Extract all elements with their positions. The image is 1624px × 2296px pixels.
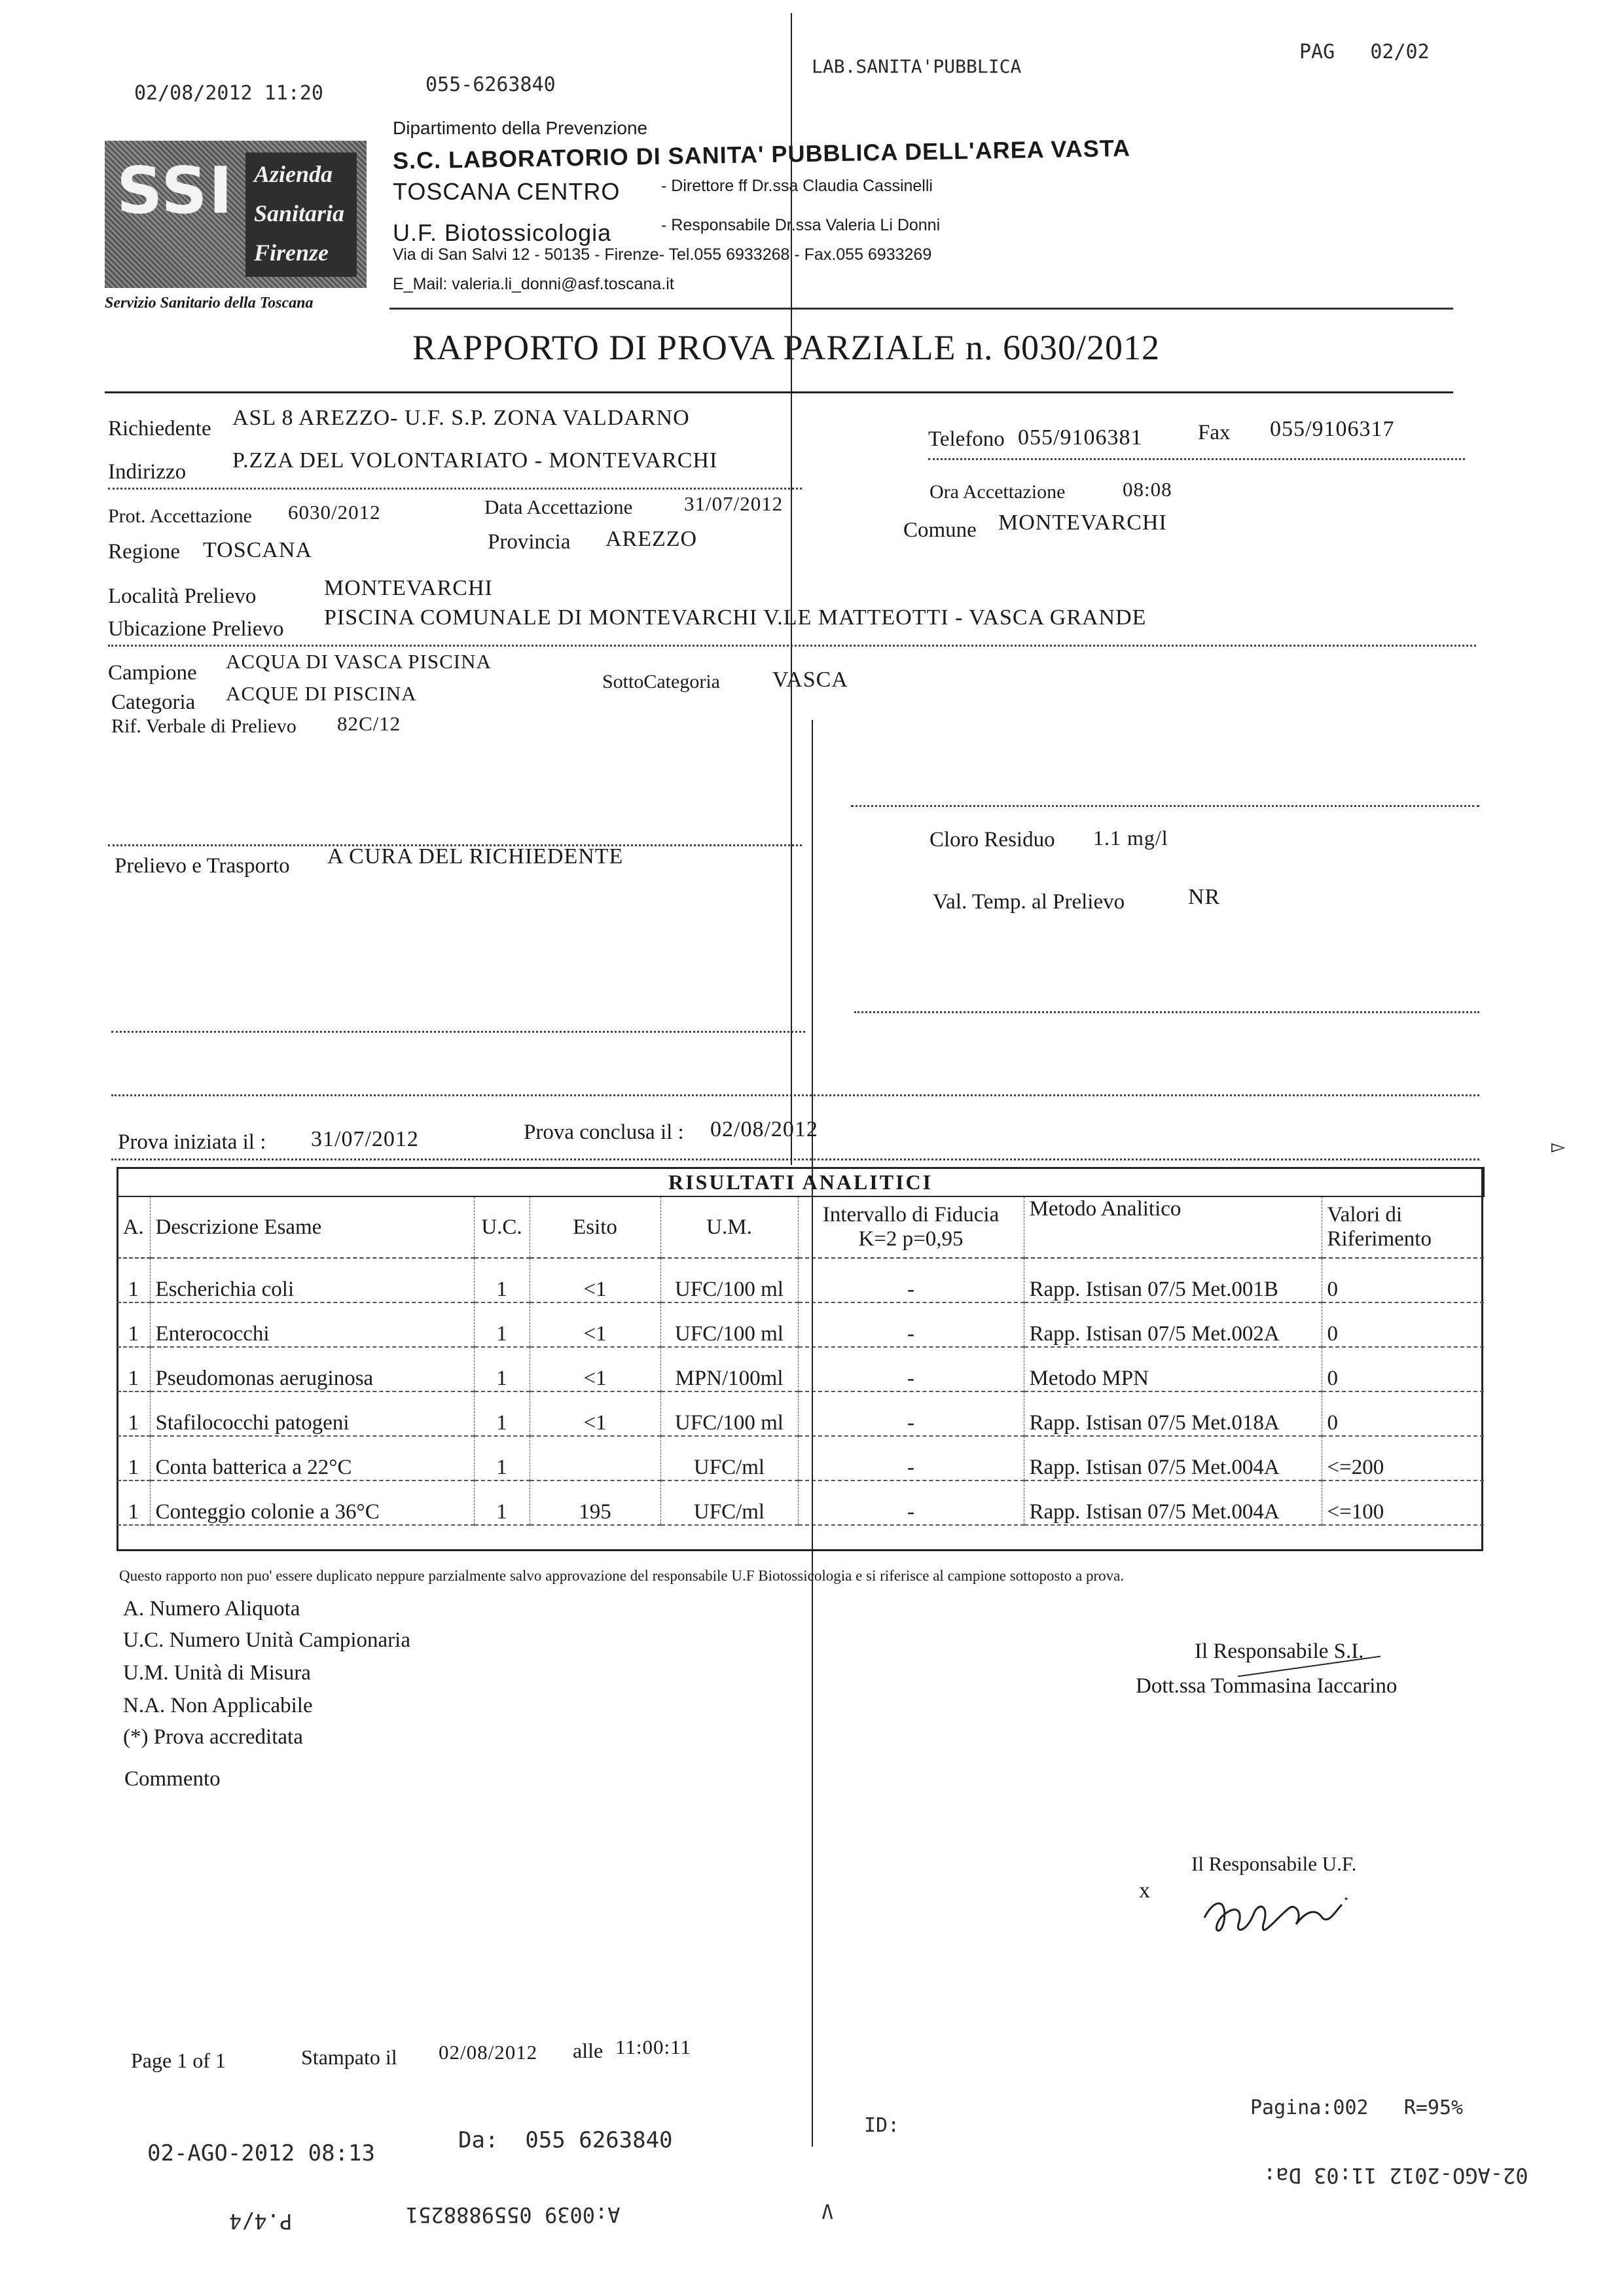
col-descrizione: Descrizione Esame bbox=[150, 1196, 474, 1258]
row-esito: <1 bbox=[530, 1391, 660, 1436]
localita-value: MONTEVARCHI bbox=[324, 576, 493, 600]
trasporto-label: Prelievo e Trasporto bbox=[115, 854, 290, 878]
row-aliquota: 1 bbox=[117, 1347, 150, 1391]
row-uc: 1 bbox=[474, 1391, 530, 1436]
telefono-dots bbox=[928, 458, 1465, 460]
temp-value: NR bbox=[1188, 885, 1221, 909]
row-aliquota: 1 bbox=[117, 1302, 150, 1347]
ubicazione-dots bbox=[108, 645, 1476, 647]
col-uc: U.C. bbox=[474, 1196, 530, 1258]
row-metodo: Rapp. Istisan 07/5 Met.002A bbox=[1024, 1302, 1322, 1347]
prova-conclusa-label: Prova conclusa il : bbox=[524, 1121, 684, 1144]
campione-value: ACQUA DI VASCA PISCINA bbox=[226, 650, 492, 673]
row-metodo: Metodo MPN bbox=[1024, 1347, 1322, 1391]
prova-iniziata-value: 31/07/2012 bbox=[311, 1127, 419, 1151]
fax-upside-date: 02-AGO-2012 11:03 Da: bbox=[1263, 2163, 1528, 2188]
indirizzo-value: P.ZZA DEL VOLONTARIATO - MONTEVARCHI bbox=[232, 448, 718, 473]
row-aliquota: 1 bbox=[117, 1391, 150, 1436]
sottocategoria-label: SottoCategoria bbox=[602, 671, 720, 692]
regione-value: TOSCANA bbox=[203, 538, 312, 562]
header-address: Via di San Salvi 12 - 50135 - Firenze- Tel.055 6933268 - Fax.055 6933269 bbox=[393, 245, 932, 264]
temp-label: Val. Temp. al Prelievo bbox=[933, 890, 1125, 914]
row-esito: <1 bbox=[530, 1302, 660, 1347]
header-dept: Dipartimento della Prevenzione bbox=[393, 118, 648, 138]
telefono-label: Telefono bbox=[928, 427, 1005, 451]
row-esito: <1 bbox=[530, 1347, 660, 1391]
regione-label: Regione bbox=[108, 540, 180, 564]
prova-dots bbox=[111, 1158, 1479, 1160]
results-table bbox=[117, 1167, 1485, 1526]
row-uc: 1 bbox=[474, 1302, 530, 1347]
cloro-value: 1.1 mg/l bbox=[1093, 826, 1168, 850]
row-esito: <1 bbox=[530, 1258, 660, 1302]
row-intervallo: - bbox=[798, 1302, 1024, 1347]
data-accettazione-label: Data Accettazione bbox=[484, 495, 633, 518]
logo-caption: Servizio Sanitario della Toscana bbox=[105, 295, 314, 312]
col-metodo: Metodo Analitico bbox=[1024, 1196, 1322, 1258]
fax-bottom-from: Da: 055 6263840 bbox=[458, 2127, 673, 2153]
row-intervallo: - bbox=[798, 1480, 1024, 1525]
arrow-mark: ▻ bbox=[1551, 1137, 1566, 1157]
header-director: - Direttore ff Dr.ssa Claudia Cassinelli bbox=[661, 177, 933, 195]
row-aliquota: 1 bbox=[117, 1480, 150, 1525]
results-caption: RISULTATI ANALITICI bbox=[117, 1168, 1484, 1196]
logo-mark: SSI bbox=[117, 154, 234, 228]
row-uc: 1 bbox=[474, 1347, 530, 1391]
row-descrizione: Pseudomonas aeruginosa bbox=[150, 1347, 474, 1391]
col-a: A. bbox=[117, 1196, 150, 1258]
col-intervallo-line2: K=2 p=0,95 bbox=[858, 1227, 964, 1251]
disclaimer: Questo rapporto non puo' essere duplicato neppure parzialmente salvo approvazione del responsabile U.F Biotossicologia e si riferisce al campione sottoposto a prova. bbox=[119, 1568, 1125, 1584]
logo-line-azienda: Azienda bbox=[254, 161, 333, 187]
footer-alle-time: 11:00:11 bbox=[615, 2036, 691, 2058]
header-email: E_Mail: valeria.li_donni@asf.toscana.it bbox=[393, 275, 674, 293]
row-aliquota: 1 bbox=[117, 1258, 150, 1302]
row-um: MPN/100ml bbox=[660, 1347, 798, 1391]
fax-label: Fax bbox=[1198, 421, 1231, 444]
legend-accreditata: (*) Prova accreditata bbox=[123, 1725, 303, 1749]
fax-upside-number: A:0039 0559888251 bbox=[406, 2202, 621, 2227]
row-descrizione: Conteggio colonie a 36°C bbox=[150, 1480, 474, 1525]
legend-unita-campionaria: U.C. Numero Unità Campionaria bbox=[123, 1628, 410, 1652]
empty-dots-3 bbox=[111, 1094, 1479, 1096]
fax-id: ID: bbox=[864, 2114, 900, 2137]
categoria-label: Categoria bbox=[111, 691, 196, 714]
row-descrizione: Conta batterica a 22°C bbox=[150, 1436, 474, 1480]
row-metodo: Rapp. Istisan 07/5 Met.018A bbox=[1024, 1391, 1322, 1436]
row-metodo: Rapp. Istisan 07/5 Met.004A bbox=[1024, 1436, 1322, 1480]
table-row bbox=[117, 1391, 1484, 1436]
table-row bbox=[117, 1258, 1484, 1302]
prova-conclusa-value: 02/08/2012 bbox=[710, 1117, 818, 1141]
fax-bottom-date: 02-AGO-2012 08:13 bbox=[147, 2140, 375, 2166]
header-lab-line1: S.C. LABORATORIO DI SANITA' PUBBLICA DELL'AREA VASTA bbox=[392, 134, 1131, 174]
commento-label: Commento bbox=[124, 1767, 221, 1791]
row-um: UFC/ml bbox=[660, 1480, 798, 1525]
row-metodo: Rapp. Istisan 07/5 Met.001B bbox=[1024, 1258, 1322, 1302]
row-uc: 1 bbox=[474, 1258, 530, 1302]
ubicazione-value: PISCINA COMUNALE DI MONTEVARCHI V.LE MATTEOTTI - VASCA GRANDE bbox=[324, 605, 1147, 630]
table-row bbox=[117, 1480, 1484, 1525]
results-rows bbox=[117, 1258, 1484, 1525]
row-uc: 1 bbox=[474, 1480, 530, 1525]
fax-upside-mark: V bbox=[821, 2199, 834, 2222]
scan-line-lower bbox=[812, 720, 813, 2147]
row-um: UFC/100 ml bbox=[660, 1302, 798, 1347]
categoria-value: ACQUE DI PISCINA bbox=[226, 682, 417, 705]
col-valori bbox=[1322, 1196, 1484, 1258]
fax-upside-page: P.4/4 bbox=[229, 2209, 293, 2234]
scan-line-upper bbox=[791, 13, 792, 1165]
row-riferimento: 0 bbox=[1322, 1258, 1484, 1302]
row-riferimento: 0 bbox=[1322, 1347, 1484, 1391]
col-um: U.M. bbox=[660, 1196, 798, 1258]
prot-label: Prot. Accettazione bbox=[108, 505, 252, 527]
legend-aliquota: A. Numero Aliquota bbox=[123, 1597, 300, 1621]
comune-value: MONTEVARCHI bbox=[998, 511, 1167, 535]
ubicazione-label: Ubicazione Prelievo bbox=[108, 617, 284, 641]
signature-uf-title: Il Responsabile U.F. bbox=[1191, 1852, 1357, 1875]
provincia-value: AREZZO bbox=[605, 527, 698, 551]
row-esito bbox=[530, 1436, 660, 1480]
empty-dots-2 bbox=[854, 1011, 1479, 1013]
row-intervallo: - bbox=[798, 1347, 1024, 1391]
col-esito: Esito bbox=[530, 1196, 660, 1258]
row-intervallo: - bbox=[798, 1436, 1024, 1480]
title-rule bbox=[105, 391, 1453, 393]
verbale-value: 82C/12 bbox=[337, 712, 401, 735]
row-riferimento: <=100 bbox=[1322, 1480, 1484, 1525]
section-dots-right bbox=[851, 805, 1479, 807]
signature-si-name: Dott.ssa Tommasina Iaccarino bbox=[1136, 1674, 1398, 1698]
col-intervallo-line1: Intervallo di Fiducia bbox=[822, 1203, 1000, 1227]
richiedente-label: Richiedente bbox=[108, 417, 211, 440]
fax-datetime: 02/08/2012 11:20 bbox=[134, 82, 323, 105]
table-row bbox=[117, 1302, 1484, 1347]
row-descrizione: Enterococchi bbox=[150, 1302, 474, 1347]
table-row bbox=[117, 1347, 1484, 1391]
comune-label: Comune bbox=[903, 518, 977, 542]
footer-alle-label: alle bbox=[573, 2039, 604, 2062]
row-intervallo: - bbox=[798, 1258, 1024, 1302]
legend-non-applicabile: N.A. Non Applicabile bbox=[123, 1694, 313, 1717]
signature-uf-mark: x bbox=[1139, 1878, 1150, 1903]
row-descrizione: Stafilococchi patogeni bbox=[150, 1391, 474, 1436]
campione-label: Campione bbox=[108, 661, 197, 685]
row-riferimento: 0 bbox=[1322, 1302, 1484, 1347]
logo-line-firenze: Firenze bbox=[254, 240, 329, 266]
sottocategoria-value: VASCA bbox=[772, 668, 848, 692]
cloro-label: Cloro Residuo bbox=[929, 828, 1055, 852]
ora-accettazione-value: 08:08 bbox=[1123, 478, 1172, 501]
provincia-label: Provincia bbox=[488, 530, 571, 554]
header-divider bbox=[389, 308, 1453, 310]
localita-label: Località Prelievo bbox=[108, 584, 257, 608]
telefono-value: 055/9106381 bbox=[1018, 425, 1143, 450]
row-descrizione: Escherichia coli bbox=[150, 1258, 474, 1302]
header-lab-line2: TOSCANA CENTRO bbox=[393, 178, 621, 205]
data-accettazione-value: 31/07/2012 bbox=[684, 492, 784, 515]
col-valori-line2: Riferimento bbox=[1327, 1227, 1432, 1251]
empty-dots-1 bbox=[111, 1031, 805, 1033]
col-intervallo bbox=[798, 1196, 1024, 1258]
header-unit-resp: - Responsabile Dr.ssa Valeria Li Donni bbox=[661, 216, 941, 234]
ora-accettazione-label: Ora Accettazione bbox=[929, 481, 1066, 503]
row-riferimento: <=200 bbox=[1322, 1436, 1484, 1480]
trasporto-value: A CURA DEL RICHIEDENTE bbox=[327, 844, 624, 869]
fax-pagina: Pagina:002 R=95% bbox=[1250, 2096, 1464, 2119]
report-title: RAPPORTO DI PROVA PARZIALE n. 6030/2012 bbox=[412, 328, 1160, 367]
row-um: UFC/100 ml bbox=[660, 1391, 798, 1436]
prova-iniziata-label: Prova iniziata il : bbox=[118, 1130, 266, 1154]
signature-si-title: Il Responsabile S.I. bbox=[1195, 1640, 1364, 1663]
row-intervallo: - bbox=[798, 1391, 1024, 1436]
row-esito: 195 bbox=[530, 1480, 660, 1525]
fax-value: 055/9106317 bbox=[1270, 417, 1395, 441]
table-row bbox=[117, 1436, 1484, 1480]
col-valori-line1: Valori di bbox=[1327, 1203, 1403, 1227]
footer-stampato-date: 02/08/2012 bbox=[439, 2041, 538, 2064]
row-aliquota: 1 bbox=[117, 1436, 150, 1480]
fax-sender: LAB.SANITA'PUBBLICA bbox=[812, 56, 1022, 77]
indirizzo-dots bbox=[108, 488, 802, 490]
row-metodo: Rapp. Istisan 07/5 Met.004A bbox=[1024, 1480, 1322, 1525]
logo bbox=[105, 141, 367, 288]
footer-page: Page 1 of 1 bbox=[131, 2049, 226, 2072]
row-um: UFC/ml bbox=[660, 1436, 798, 1480]
prot-value: 6030/2012 bbox=[288, 501, 381, 524]
indirizzo-label: Indirizzo bbox=[108, 460, 187, 484]
row-um: UFC/100 ml bbox=[660, 1258, 798, 1302]
fax-page: PAG 02/02 bbox=[1299, 41, 1430, 63]
richiedente-value: ASL 8 AREZZO- U.F. S.P. ZONA VALDARNO bbox=[232, 406, 690, 430]
header-unit: U.F. Biotossicologia bbox=[393, 219, 612, 246]
row-riferimento: 0 bbox=[1322, 1391, 1484, 1436]
footer-stampato-label: Stampato il bbox=[301, 2045, 397, 2069]
logo-line-sanitaria: Sanitaria bbox=[254, 200, 345, 226]
row-uc: 1 bbox=[474, 1436, 530, 1480]
handwritten-signature bbox=[1198, 1878, 1368, 1950]
verbale-label: Rif. Verbale di Prelievo bbox=[111, 715, 297, 737]
legend-unita-misura: U.M. Unità di Misura bbox=[123, 1661, 311, 1685]
fax-number: 055-6263840 bbox=[425, 73, 556, 96]
